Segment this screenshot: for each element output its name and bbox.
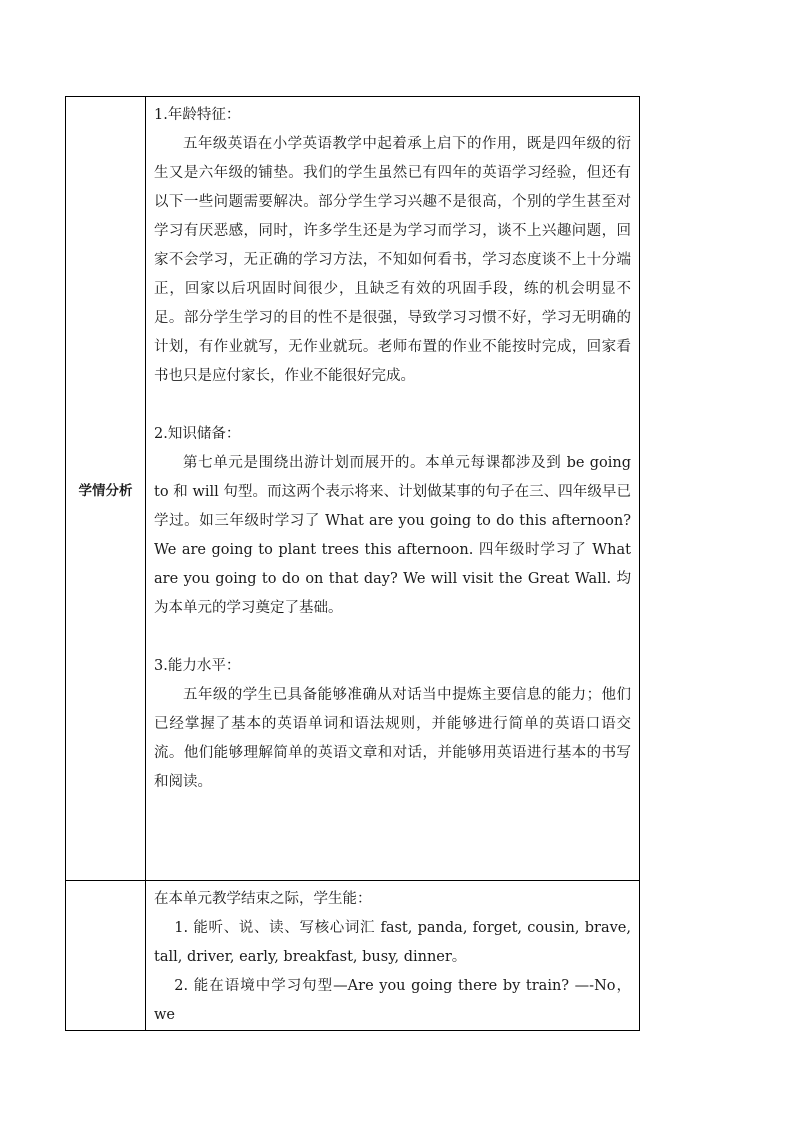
goals-intro: 在本单元教学结束之际，学生能：: [154, 891, 372, 907]
goal-item-1: 1. 能听、说、读、写核心词汇 fast, panda, forget, cousin, brave, tall, driver, early, breakfast, busy, dinner。: [154, 920, 631, 965]
lesson-plan-table: [65, 96, 640, 1031]
ability-paragraph: 五年级的学生已具备能够准确从对话当中提炼主要信息的能力；他们已经掌握了基本的英语单词和语法规则，并能够进行简单的英语口语交流。他们能够理解简单的英语文章和对话，并能够用英语进行基本的书写和阅读。: [154, 687, 631, 790]
learner-analysis-row: [66, 97, 640, 881]
section-label-learner-analysis: 学情分析: [66, 97, 146, 881]
age-paragraph: 五年级英语在小学英语教学中起着承上启下的作用，既是四年级的衍生又是六年级的铺垫。我们的学生虽然已有四年的英语学习经验，但还有以下一些问题需要解决。部分学生学习兴趣不是很高，个别的学生甚至对学习有厌恶感，同时，许多学生还是为学习而学习，谈不上兴趣问题，回家不会学习，无正确的学习方法，不知如何看书，学习态度谈不上十分端正，回家以后巩固时间很少，且缺乏有效的巩固手段，练的机会明显不足。部分学生学习的目的性不是很强，导致学习习惯不好，学习无明确的计划，有作业就写，无作业就玩。老师布置的作业不能按时完成，回家看书也只是应付家长，作业不能很好完成。: [154, 136, 631, 384]
section-label-teaching-goals: [66, 881, 146, 1031]
teaching-goals-row: [66, 881, 640, 1031]
goal-item-2: 2. 能在语境中学习句型—Are you going there by train? —-No，we: [154, 978, 631, 1023]
knowledge-heading: 2.知识储备：: [154, 426, 241, 442]
ability-heading: 3.能力水平：: [154, 658, 241, 674]
teaching-goals-content: [146, 881, 640, 1031]
learner-analysis-content: [146, 97, 640, 881]
age-heading: 1.年龄特征：: [154, 107, 241, 123]
knowledge-paragraph: 第七单元是围绕出游计划而展开的。本单元每课都涉及到 be going to 和 will 句型。而这两个表示将来、计划做某事的句子在三、四年级早已学过。如三年级时学习了 What are you going to do this afternoon? We are going to plant trees this afternoon. 四年级时学习了 What are you going to do on that day? We will visit the Great Wall. 均为本单元的学习奠定了基础。: [154, 455, 631, 616]
